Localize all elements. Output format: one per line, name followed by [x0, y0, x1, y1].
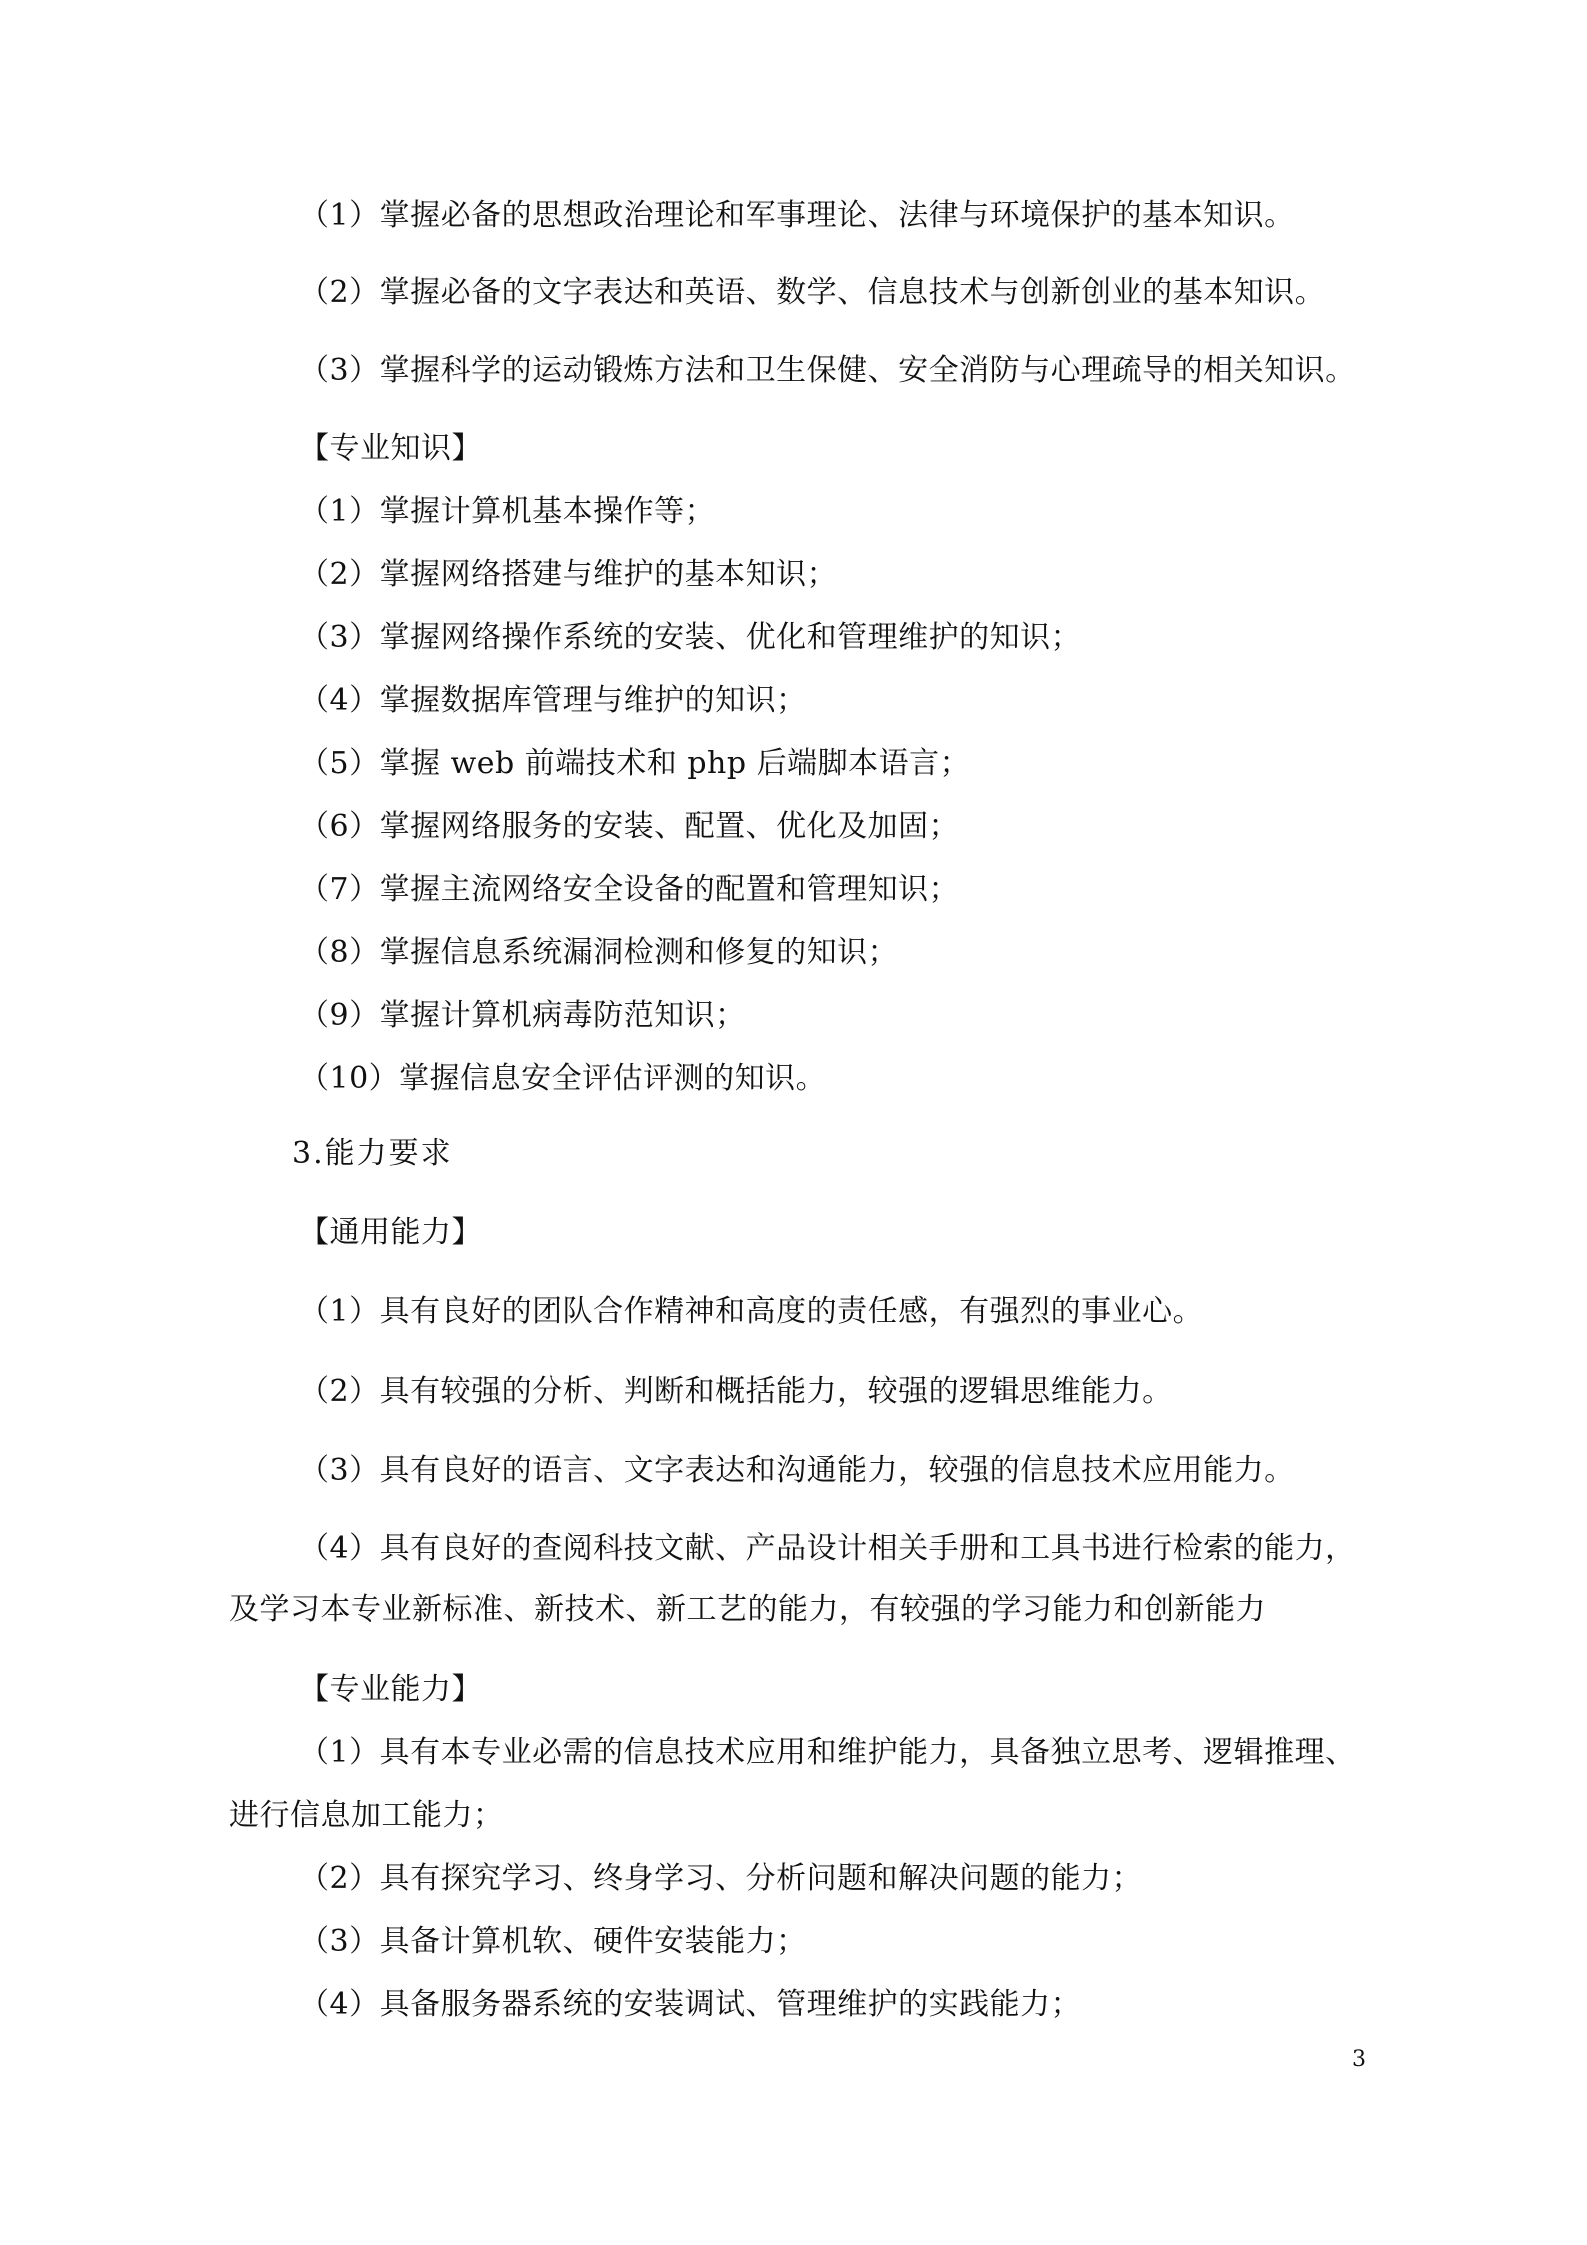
professional-knowledge-heading: 【专业知识】: [299, 431, 482, 466]
page-number: 3: [1352, 2047, 1366, 2072]
professional-knowledge-item-3: （3）掌握网络操作系统的安装、优化和管理维护的知识；: [299, 620, 1082, 655]
general-ability-item-4-line-2: 及学习本专业新标准、新技术、新工艺的能力，有较强的学习能力和创新能力: [229, 1592, 1266, 1627]
professional-ability-item-2: （2）具有探究学习、终身学习、分析问题和解决问题的能力；: [299, 1861, 1143, 1896]
professional-knowledge-item-7: （7）掌握主流网络安全设备的配置和管理知识；: [299, 872, 960, 907]
professional-ability-item-4: （4）具备服务器系统的安装调试、管理维护的实践能力；: [299, 1987, 1082, 2022]
professional-ability-item-1-line-2: 进行信息加工能力；: [229, 1798, 504, 1833]
professional-knowledge-item-9: （9）掌握计算机病毒防范知识；: [299, 998, 746, 1033]
general-ability-item-2: （2）具有较强的分析、判断和概括能力，较强的逻辑思维能力。: [299, 1374, 1173, 1409]
professional-ability-heading: 【专业能力】: [299, 1672, 482, 1707]
general-knowledge-item-2: （2）掌握必备的文字表达和英语、数学、信息技术与创新创业的基本知识。: [299, 275, 1326, 310]
professional-knowledge-item-10: （10）掌握信息安全评估评测的知识。: [299, 1061, 827, 1096]
general-ability-item-1: （1）具有良好的团队合作精神和高度的责任感，有强烈的事业心。: [299, 1294, 1204, 1329]
general-ability-heading: 【通用能力】: [299, 1215, 482, 1250]
general-ability-item-3: （3）具有良好的语言、文字表达和沟通能力，较强的信息技术应用能力。: [299, 1453, 1295, 1488]
professional-ability-item-1-line-1: （1）具有本专业必需的信息技术应用和维护能力，具备独立思考、逻辑推理、: [299, 1735, 1356, 1770]
general-knowledge-item-1: （1）掌握必备的思想政治理论和军事理论、法律与环境保护的基本知识。: [299, 198, 1295, 233]
ability-requirements-heading: 3.能力要求: [292, 1136, 453, 1171]
professional-knowledge-item-4: （4）掌握数据库管理与维护的知识；: [299, 683, 807, 718]
professional-knowledge-item-5: （5）掌握 web 前端技术和 php 后端脚本语言；: [299, 746, 971, 781]
professional-ability-item-3: （3）具备计算机软、硬件安装能力；: [299, 1924, 807, 1959]
general-ability-item-4-line-1: （4）具有良好的查阅科技文献、产品设计相关手册和工具书进行检索的能力，: [299, 1531, 1356, 1566]
professional-knowledge-item-2: （2）掌握网络搭建与维护的基本知识；: [299, 557, 838, 592]
professional-knowledge-item-1: （1）掌握计算机基本操作等；: [299, 494, 716, 529]
general-knowledge-item-3: （3）掌握科学的运动锻炼方法和卫生保健、安全消防与心理疏导的相关知识。: [299, 353, 1356, 388]
professional-knowledge-item-8: （8）掌握信息系统漏洞检测和修复的知识；: [299, 935, 899, 970]
professional-knowledge-item-6: （6）掌握网络服务的安装、配置、优化及加固；: [299, 809, 960, 844]
